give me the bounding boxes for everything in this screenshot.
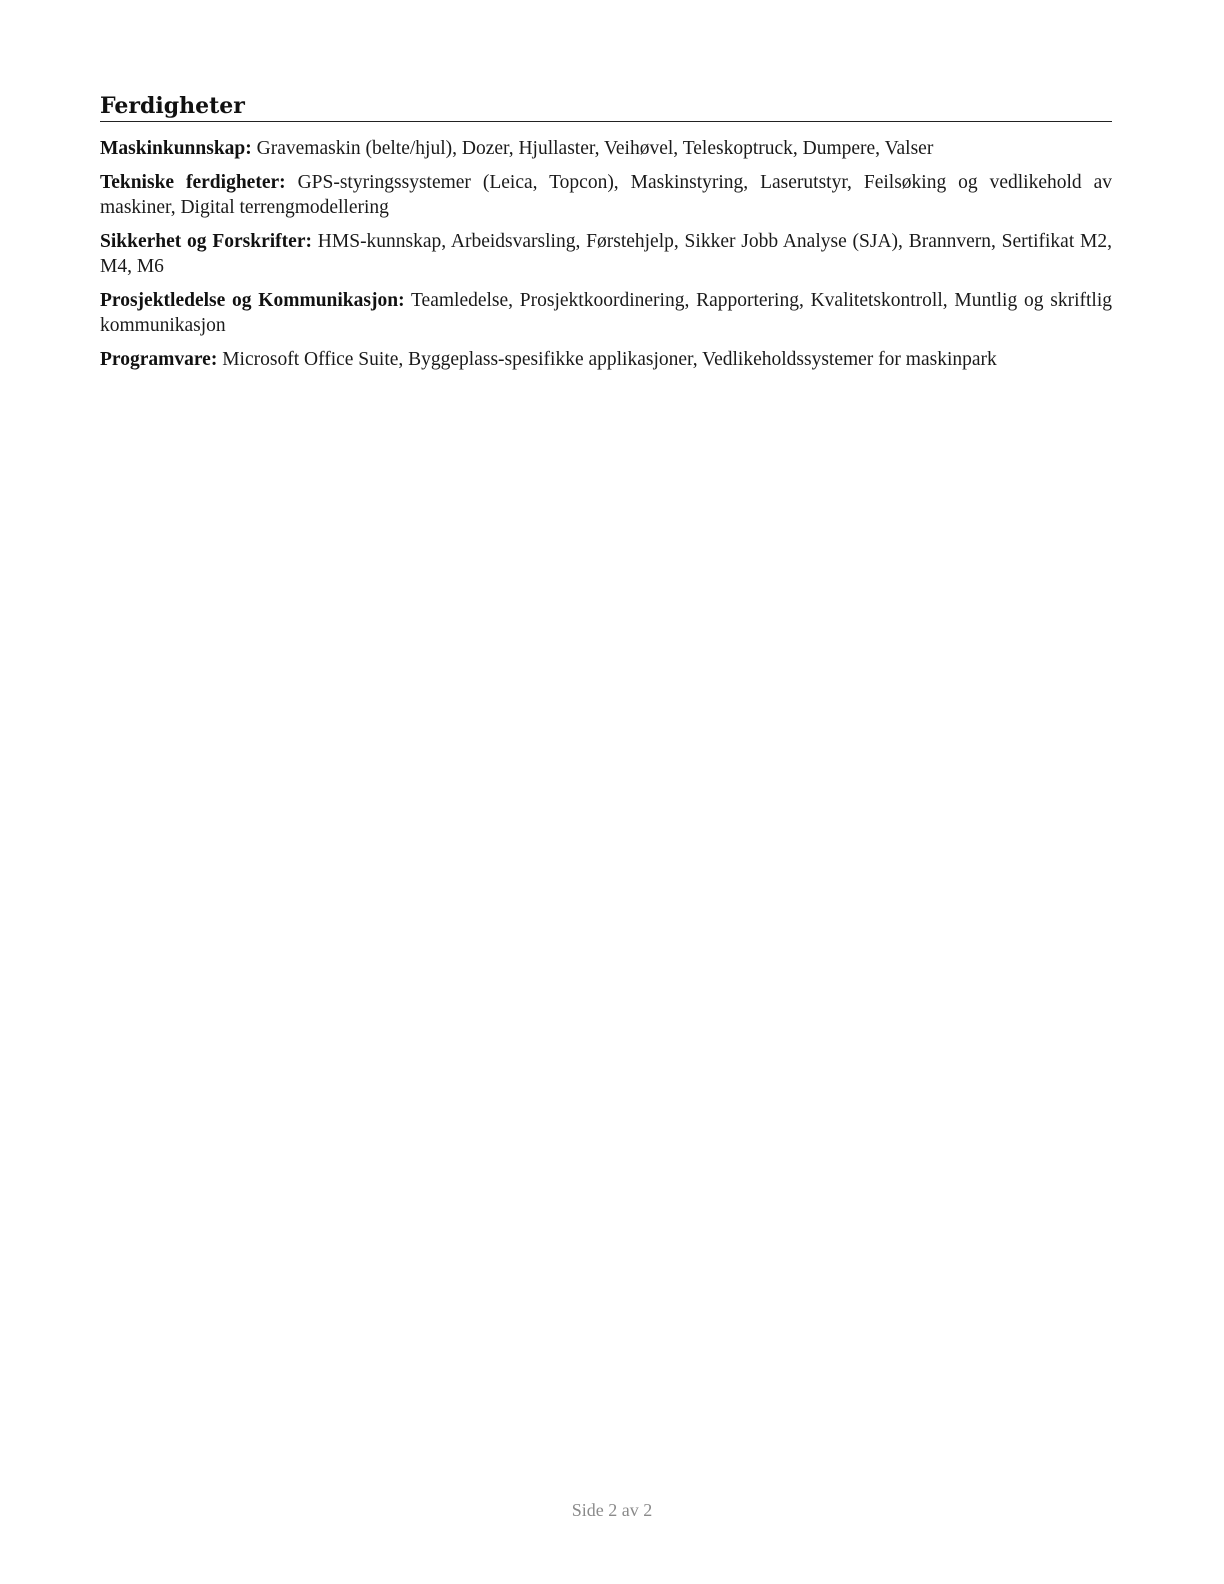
skill-label: Sikkerhet og Forskrifter: <box>100 231 312 252</box>
page-number-footer: Side 2 av 2 <box>571 1500 653 1520</box>
skill-safety <box>100 229 1112 279</box>
skill-label: Programvare: <box>100 349 218 370</box>
skill-technical <box>100 170 1112 220</box>
document-page <box>100 92 1112 381</box>
skill-text: Microsoft Office Suite, Byggeplass-spesifikke applikasjoner, Vedlikeholdssystemer for maskinpark <box>222 349 997 370</box>
skill-machine-knowledge <box>100 136 1112 161</box>
skill-text: HMS-kunnskap, Arbeidsvarsling, Førstehjelp, Sikker Jobb Analyse (SJA), Brannvern, Sertifikat M2, M4, M6 <box>100 231 1113 277</box>
skill-project-management <box>100 288 1112 338</box>
skill-text: Gravemaskin (belte/hjul), Dozer, Hjullaster, Veihøvel, Teleskoptruck, Dumpere, Valser <box>256 138 934 159</box>
skill-label: Maskinkunnskap: <box>100 138 252 159</box>
skill-label: Prosjektledelse og Kommunikasjon: <box>100 290 405 311</box>
skill-software <box>100 347 1112 372</box>
section-title: Ferdigheter <box>100 92 1112 122</box>
skills-list <box>100 136 1112 372</box>
skill-text: GPS-styringssystemer (Leica, Topcon), Maskinstyring, Laserutstyr, Feilsøking og vedlikehold av maskiner, Digital terrengmodellering <box>100 172 1112 218</box>
skill-text: Teamledelse, Prosjektkoordinering, Rapportering, Kvalitetskontroll, Muntlig og skriftlig kommunikasjon <box>100 290 1112 336</box>
skill-label: Tekniske ferdigheter: <box>100 172 286 193</box>
